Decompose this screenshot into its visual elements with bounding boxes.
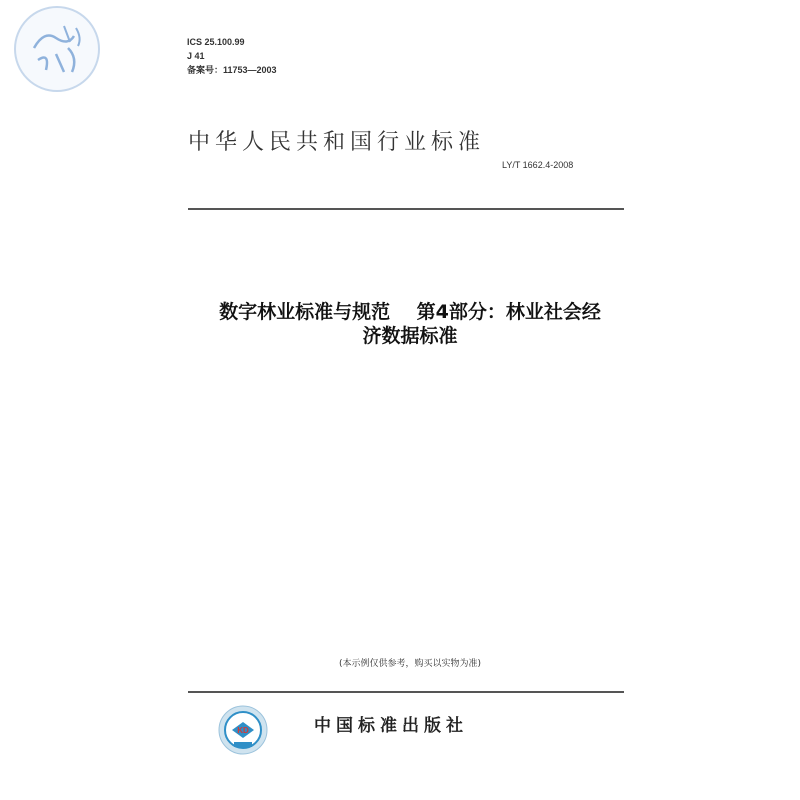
- watermark-stamp-icon: [14, 6, 100, 92]
- header-meta: [187, 35, 277, 77]
- document-title-line-2: 济数据标准: [362, 325, 458, 347]
- standard-type-title: 中华人民共和国行业标准: [188, 130, 486, 155]
- classification-code: J 41: [187, 51, 205, 61]
- record-number: 备案号：11753—2003: [187, 65, 277, 75]
- document-title-line-1: 数字林业标准与规范 第4部分：林业社会经: [219, 301, 601, 323]
- document-title: [150, 300, 670, 348]
- sample-note: (本示例仅供参考，购买以实物为准): [338, 659, 482, 669]
- publisher-logo-text: KD: [237, 726, 249, 735]
- publisher-logo-icon: [218, 705, 268, 755]
- ics-code: ICS 25.100.99: [187, 37, 245, 47]
- top-divider: [188, 208, 624, 210]
- standard-code: LY/T 1662.4-2008: [502, 160, 574, 170]
- publisher-name: 中国标准出版社: [314, 716, 468, 736]
- bottom-divider: [188, 691, 624, 693]
